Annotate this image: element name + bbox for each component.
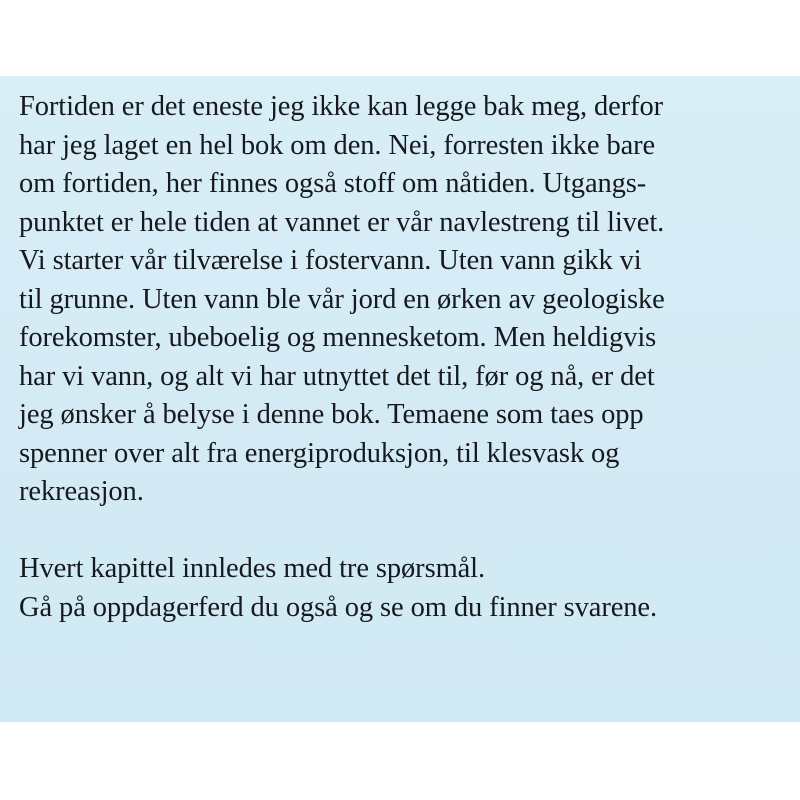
text-line: har jeg laget en hel bok om den. Nei, forresten ikke bare [19, 129, 656, 161]
paragraph-gap [19, 512, 789, 551]
text-line: jeg ønsker å belyse i denne bok. Temaene som taes opp [19, 399, 644, 430]
text-line: forekomster, ubeboelig og mennesketom. Men heldigvis [19, 322, 657, 353]
text-line: spenner over alt fra energiproduksjon, til klesvask og [19, 437, 620, 469]
body-text [19, 88, 789, 627]
text-line: punktet er hele tiden at vannet er vår navlestreng til livet. [19, 206, 665, 238]
text-line: til grunne. Uten vann ble vår jord en ørken av geologiske [19, 283, 665, 315]
text-line: om fortiden, her finnes også stoff om nåtiden. Utgangs- [19, 168, 647, 199]
text-line: Hvert kapittel innledes med tre spørsmål. [19, 553, 486, 584]
text-line: har vi vann, og alt vi har utnyttet det til, før og nå, er det [19, 360, 655, 392]
text-line: Fortiden er det eneste jeg ikke kan legge bak meg, derfor [19, 91, 664, 122]
text-line: Vi starter vår tilværelse i fostervann. Uten vann gikk vi [19, 245, 642, 276]
text-line: Gå på oppdagerferd du også og se om du finner svarene. [19, 591, 658, 623]
text-line: rekreasjon. [19, 476, 144, 507]
